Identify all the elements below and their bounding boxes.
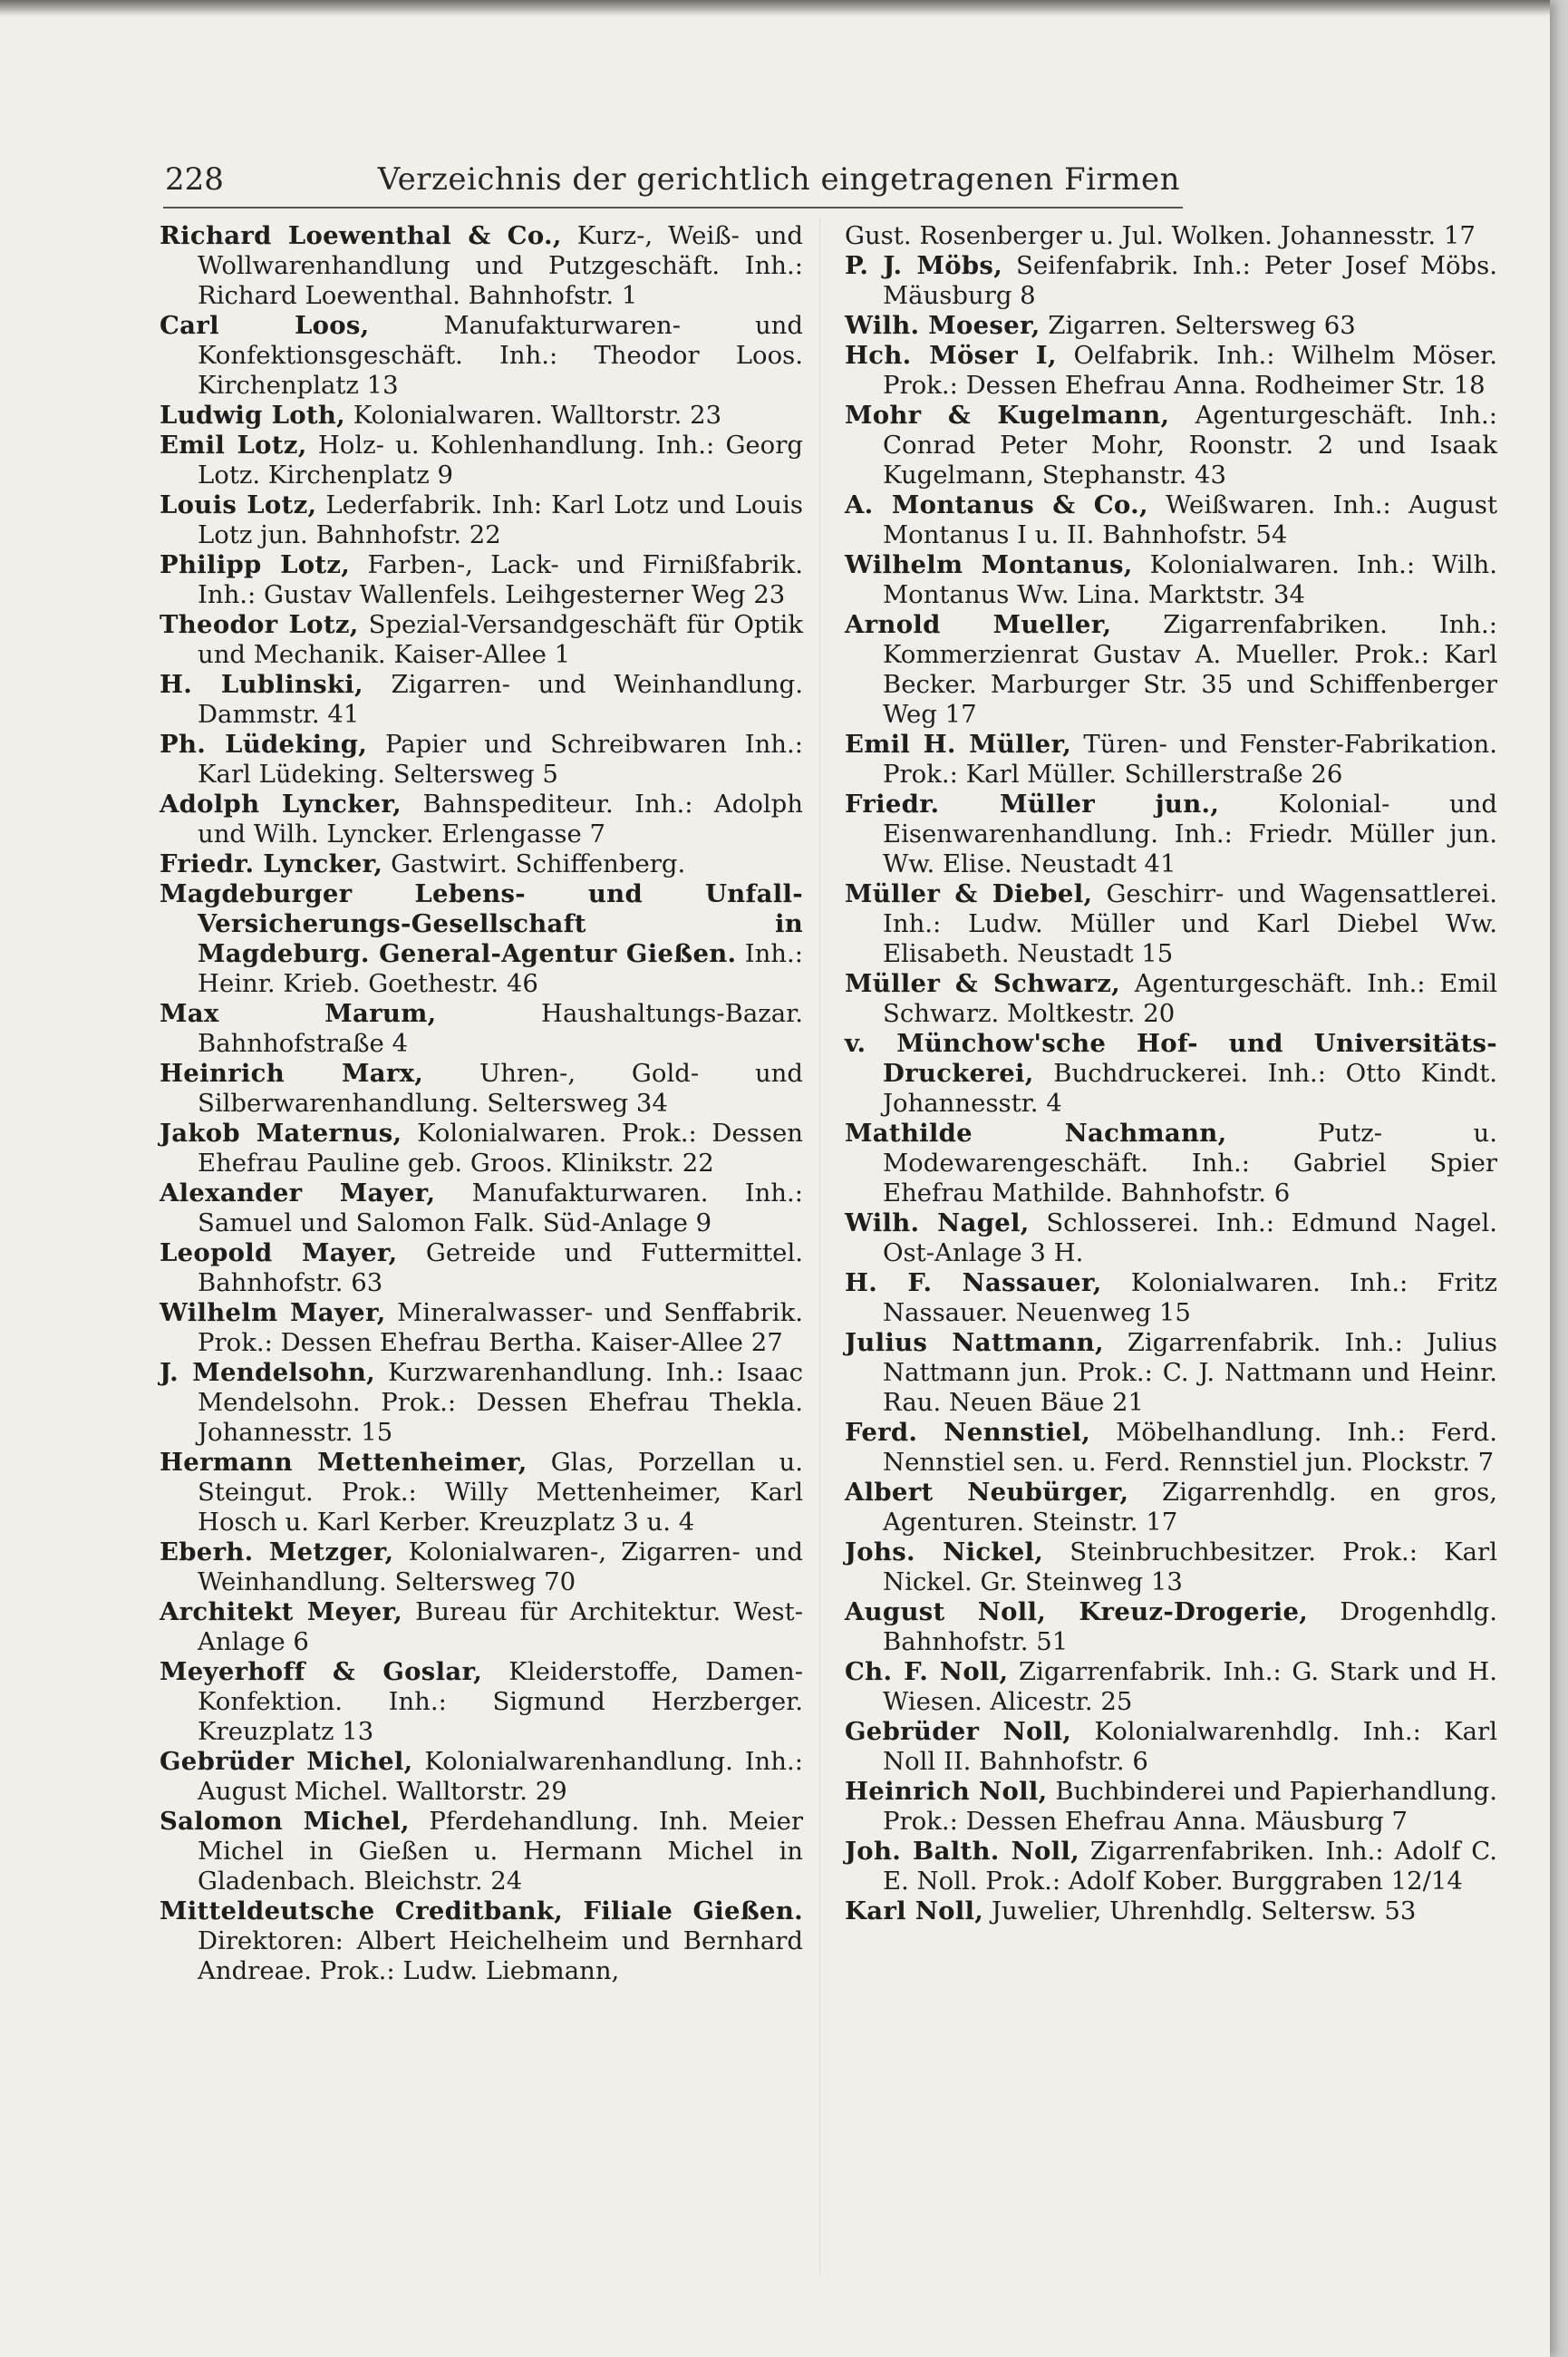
- firm-name: H. Lublinski,: [160, 670, 363, 699]
- firm-name: A. Montanus & Co.,: [845, 490, 1148, 519]
- firm-entry: [845, 969, 1497, 1029]
- firm-details: Schlosserei. Inh.: Edmund Nagel. Ost-Anlage 3 H.: [883, 1208, 1497, 1267]
- firm-name: Hch. Möser I,: [845, 341, 1057, 370]
- firm-name: P. J. Möbs,: [845, 251, 1003, 280]
- firm-name: Wilh. Nagel,: [845, 1208, 1030, 1237]
- firm-name: Friedr. Lyncker,: [160, 849, 383, 878]
- firm-name: Richard Loewenthal & Co.,: [160, 221, 562, 250]
- firm-name: Julius Nattmann,: [845, 1328, 1104, 1357]
- left-column: [160, 221, 803, 1986]
- firm-name: Joh. Balth. Noll,: [845, 1837, 1080, 1866]
- firm-entry: [160, 610, 803, 670]
- firm-entry: [845, 1418, 1497, 1478]
- firm-entry: [845, 1717, 1497, 1777]
- firm-entry: [845, 730, 1497, 790]
- firm-name: Philipp Lotz,: [160, 550, 351, 579]
- firm-details: Direktoren: Albert Heichelheim und Bernhard Andreae. Prok.: Ludw. Liebmann,: [198, 1926, 803, 1985]
- firm-details: Zigarrenhdlg. en gros, Agenturen. Steinstr. 17: [883, 1478, 1498, 1537]
- firm-details: Putz- u. Modewarengeschäft. Inh.: Gabriel Spier Ehefrau Mathilde. Bahnhofstr. 6: [883, 1119, 1497, 1208]
- firm-details: Kolonialwarenhdlg. Inh.: Karl Noll II. Bahnhofstr. 6: [883, 1717, 1497, 1776]
- firm-details: Bureau für Architektur. West-Anlage 6: [198, 1597, 803, 1656]
- firm-details: Buchbinderei und Papierhandlung. Prok.: Dessen Ehefrau Anna. Mäusburg 7: [883, 1777, 1497, 1836]
- firm-entry: [160, 1896, 803, 1986]
- firm-details: Seifenfabrik. Inh.: Peter Josef Möbs. Mäusburg 8: [883, 251, 1498, 310]
- firm-details: Kolonialwaren-, Zigarren- und Weinhandlung. Seltersweg 70: [198, 1537, 803, 1596]
- firm-entry: [845, 1896, 1497, 1926]
- right-column: [845, 221, 1497, 1926]
- firm-details: Türen- und Fenster-Fabrikation. Prok.: Karl Müller. Schillerstraße 26: [883, 730, 1497, 789]
- firm-name: Wilhelm Montanus,: [845, 550, 1133, 579]
- firm-details: Kurzwarenhandlung. Inh.: Isaac Mendelsohn. Prok.: Dessen Ehefrau Thekla. Johannesstr. 15: [198, 1358, 803, 1447]
- firm-details: Agenturgeschäft. Inh.: Conrad Peter Mohr, Roonstr. 2 und Isaak Kugelmann, Stephanstr. 43: [883, 401, 1497, 490]
- firm-details: Bahnspediteur. Inh.: Adolph und Wilh. Lyncker. Erlengasse 7: [198, 790, 803, 849]
- firm-name: Arnold Mueller,: [845, 610, 1112, 639]
- firm-entry: [160, 1358, 803, 1448]
- firm-name: Albert Neubürger,: [845, 1478, 1129, 1507]
- firm-details: Kolonialwaren. Walltorstr. 23: [353, 401, 722, 430]
- firm-name: J. Mendelsohn,: [160, 1358, 376, 1387]
- firm-entry: [160, 1747, 803, 1807]
- firm-entry: [845, 490, 1497, 550]
- firm-details: Agenturgeschäft. Inh.: Emil Schwarz. Moltkestr. 20: [883, 969, 1498, 1028]
- firm-details: Kolonialwaren. Prok.: Dessen Ehefrau Pauline geb. Groos. Klinikstr. 22: [198, 1119, 803, 1178]
- firm-entry: [160, 849, 803, 879]
- firm-name: Magdeburger Lebens- und Unfall-Versicherungs-Gesellschaft in Magdeburg. General-Agentur Gießen.: [160, 879, 803, 968]
- firm-name: v. Münchow'sche Hof- und Universitäts-Druckerei,: [845, 1029, 1497, 1088]
- firm-name: Hermann Mettenheimer,: [160, 1448, 528, 1477]
- firm-details: Papier und Schreibwaren Inh.: Karl Lüdeking. Seltersweg 5: [198, 730, 803, 789]
- firm-entry: [160, 670, 803, 730]
- firm-name: Gebrüder Michel,: [160, 1747, 413, 1776]
- firm-entry: [845, 1777, 1497, 1837]
- firm-name: Ch. F. Noll,: [845, 1657, 1009, 1686]
- firm-entry: [160, 1178, 803, 1238]
- firm-name: Müller & Diebel,: [845, 879, 1093, 908]
- firm-name: H. F. Nassauer,: [845, 1268, 1102, 1297]
- firm-entry: [160, 1597, 803, 1657]
- firm-details: Zigarrenfabriken. Inh.: Adolf C. E. Noll. Prok.: Adolf Kober. Burggraben 12/14: [883, 1837, 1498, 1896]
- column-gutter: [819, 218, 820, 2275]
- firm-entry: [845, 1119, 1497, 1208]
- firm-details: Gastwirt. Schiffenberg.: [391, 849, 686, 878]
- firm-entry: [160, 879, 803, 999]
- firm-details: Weißwaren. Inh.: August Montanus I u. II. Bahnhofstr. 54: [883, 490, 1497, 549]
- firm-entry: [160, 221, 803, 311]
- firm-entry: [160, 1657, 803, 1747]
- firm-entry: [845, 1268, 1497, 1328]
- firm-details: Zigarrenfabrik. Inh.: G. Stark und H. Wiesen. Alicestr. 25: [883, 1657, 1497, 1716]
- firm-entry: [160, 1059, 803, 1119]
- firm-name: Alexander Mayer,: [160, 1178, 436, 1208]
- firm-entry: [845, 251, 1497, 311]
- firm-details: Haushaltungs-Bazar. Bahnhofstraße 4: [198, 999, 803, 1058]
- firm-details: Manufakturwaren- und Konfektionsgeschäft. Inh.: Theodor Loos. Kirchenplatz 13: [198, 311, 803, 400]
- firm-name: Carl Loos,: [160, 311, 370, 340]
- firm-entry: [845, 879, 1497, 969]
- firm-entry: [845, 1597, 1497, 1657]
- firm-details: Kolonialwaren. Inh.: Fritz Nassauer. Neuenweg 15: [883, 1268, 1498, 1327]
- firm-details: Möbelhandlung. Inh.: Ferd. Nennstiel sen. u. Ferd. Rennstiel jun. Plockstr. 7: [883, 1418, 1497, 1477]
- firm-details: Pferdehandlung. Inh. Meier Michel in Gießen u. Hermann Michel in Gladenbach. Bleichstr. 24: [198, 1807, 803, 1896]
- firm-entry: [160, 1119, 803, 1178]
- firm-entry: [845, 1837, 1497, 1896]
- firm-entry: [845, 1328, 1497, 1418]
- firm-name: Mitteldeutsche Creditbank, Filiale Gießen.: [160, 1896, 803, 1925]
- firm-details: Zigarren. Seltersweg 63: [1048, 311, 1356, 340]
- firm-name: Johs. Nickel,: [845, 1537, 1044, 1566]
- firm-entry: [845, 1029, 1497, 1119]
- firm-entry: [845, 1478, 1497, 1537]
- firm-name: Ludwig Loth,: [160, 401, 346, 430]
- firm-entry: [845, 311, 1497, 341]
- firm-details: Kurz-, Weiß- und Wollwarenhandlung und Putzgeschäft. Inh.: Richard Loewenthal. Bahnhofstr. 1: [198, 221, 803, 310]
- firm-name: August Noll, Kreuz-Drogerie,: [845, 1597, 1309, 1626]
- firm-name: Wilh. Moeser,: [845, 311, 1040, 340]
- firm-details: Oelfabrik. Inh.: Wilhelm Möser. Prok.: Dessen Ehefrau Anna. Rodheimer Str. 18: [883, 341, 1498, 400]
- firm-name: Mohr & Kugelmann,: [845, 401, 1170, 430]
- firm-name: Eberh. Metzger,: [160, 1537, 394, 1566]
- firm-details: Lederfabrik. Inh: Karl Lotz und Louis Lotz jun. Bahnhofstr. 22: [198, 490, 804, 549]
- firm-name: Gebrüder Noll,: [845, 1717, 1072, 1746]
- firm-name: Ferd. Nennstiel,: [845, 1418, 1091, 1447]
- page-number: 228: [165, 161, 224, 198]
- firm-name: Mathilde Nachmann,: [845, 1119, 1227, 1148]
- firm-entry: [845, 341, 1497, 401]
- firm-name: Louis Lotz,: [160, 490, 317, 519]
- page-header: [165, 161, 1180, 207]
- firm-details: Zigarrenfabrik. Inh.: Julius Nattmann jun. Prok.: C. J. Nattmann und Heinr. Rau. Neuen Bäue 21: [883, 1328, 1497, 1417]
- firm-entry: [845, 1657, 1497, 1717]
- firm-details: Kolonial- und Eisenwarenhandlung. Inh.: Friedr. Müller jun. Ww. Elise. Neustadt 41: [883, 790, 1497, 878]
- firm-name: Emil H. Müller,: [845, 730, 1072, 759]
- firm-entry: [160, 1448, 803, 1537]
- firm-details: Drogenhdlg. Bahnhofstr. 51: [883, 1597, 1497, 1656]
- firm-name: Emil Lotz,: [160, 431, 307, 460]
- firm-name: Theodor Lotz,: [160, 610, 359, 639]
- firm-entry: [160, 490, 803, 550]
- firm-name: Jakob Maternus,: [160, 1119, 402, 1148]
- firm-entry: [160, 1807, 803, 1896]
- firm-name: Max Marum,: [160, 999, 437, 1028]
- firm-entry: [845, 610, 1497, 730]
- firm-name: Meyerhoff & Goslar,: [160, 1657, 483, 1686]
- firm-entry: [160, 999, 803, 1059]
- firm-entry: [160, 550, 803, 610]
- firm-entry: [845, 550, 1497, 610]
- firm-details: Kolonialwaren. Inh.: Wilh. Montanus Ww. Lina. Marktstr. 34: [883, 550, 1497, 609]
- firm-name: Architekt Meyer,: [160, 1597, 403, 1626]
- firm-entry: [845, 1208, 1497, 1268]
- firm-name: Heinrich Marx,: [160, 1059, 424, 1088]
- firm-name: Wilhelm Mayer,: [160, 1298, 386, 1327]
- firm-details: Zigarren- und Weinhandlung. Dammstr. 41: [198, 670, 803, 729]
- firm-details: Kolonialwarenhandlung. Inh.: August Michel. Walltorstr. 29: [198, 1747, 803, 1806]
- firm-details: Geschirr- und Wagensattlerei. Inh.: Ludw. Müller und Karl Diebel Ww. Elisabeth. Neustadt 15: [883, 879, 1498, 968]
- firm-details: Mineralwasser- und Senffabrik. Prok.: Dessen Ehefrau Bertha. Kaiser-Allee 27: [198, 1298, 803, 1357]
- firm-details: Steinbruchbesitzer. Prok.: Karl Nickel. Gr. Steinweg 13: [883, 1537, 1497, 1596]
- firm-entry: [845, 790, 1497, 879]
- firm-details: Manufakturwaren. Inh.: Samuel und Salomon Falk. Süd-Anlage 9: [198, 1178, 803, 1237]
- firm-details: Gust. Rosenberger u. Jul. Wolken. Johannesstr. 17: [845, 221, 1476, 250]
- firm-name: Friedr. Müller jun.,: [845, 790, 1220, 819]
- firm-entry: [160, 1238, 803, 1298]
- firm-entry: [160, 730, 803, 790]
- running-title: Verzeichnis der gerichtlich eingetragenen Firmen: [377, 161, 1180, 198]
- firm-entry: [160, 431, 803, 490]
- firm-name: Heinrich Noll,: [845, 1777, 1048, 1806]
- firm-details: Spezial-Versandgeschäft für Optik und Mechanik. Kaiser-Allee 1: [198, 610, 803, 669]
- firm-entry: [845, 401, 1497, 490]
- firm-name: Ph. Lüdeking,: [160, 730, 368, 759]
- firm-name: Karl Noll,: [845, 1896, 984, 1925]
- firm-entry: [160, 401, 803, 431]
- firm-name: Leopold Mayer,: [160, 1238, 398, 1267]
- firm-details: Getreide und Futtermittel. Bahnhofstr. 63: [198, 1238, 803, 1297]
- firm-details: Uhren-, Gold- und Silberwarenhandlung. Seltersweg 34: [198, 1059, 803, 1118]
- firm-entry: [160, 311, 803, 401]
- firm-name: Adolph Lyncker,: [160, 790, 402, 819]
- firm-name: Salomon Michel,: [160, 1807, 410, 1836]
- firm-details: Buchdruckerei. Inh.: Otto Kindt. Johannesstr. 4: [883, 1059, 1497, 1118]
- header-rule: [163, 207, 1183, 209]
- firm-details: Inh.: Heinr. Krieb. Goethestr. 46: [198, 939, 803, 998]
- firm-details: Holz- u. Kohlenhandlung. Inh.: Georg Lotz. Kirchenplatz 9: [198, 431, 803, 490]
- firm-details: Juwelier, Uhrenhdlg. Seltersw. 53: [991, 1896, 1417, 1925]
- firm-details: Farben-, Lack- und Firnißfabrik. Inh.: Gustav Wallenfels. Leihgesterner Weg 23: [198, 550, 803, 609]
- firm-entry: [845, 221, 1497, 251]
- firm-name: Müller & Schwarz,: [845, 969, 1121, 998]
- firm-details: Glas, Porzellan u. Steingut. Prok.: Willy Mettenheimer, Karl Hosch u. Karl Kerber. Kreuzplatz 3 u. 4: [198, 1448, 804, 1537]
- firm-entry: [160, 1298, 803, 1358]
- firm-entry: [160, 790, 803, 849]
- firm-entry: [160, 1537, 803, 1597]
- firm-details: Kleiderstoffe, Damen-Konfektion. Inh.: Sigmund Herzberger. Kreuzplatz 13: [198, 1657, 803, 1746]
- firm-entry: [845, 1537, 1497, 1597]
- firm-details: Zigarrenfabriken. Inh.: Kommerzienrat Gustav A. Mueller. Prok.: Karl Becker. Marburger Str. 35 und Schiffenberger Weg 17: [883, 610, 1497, 729]
